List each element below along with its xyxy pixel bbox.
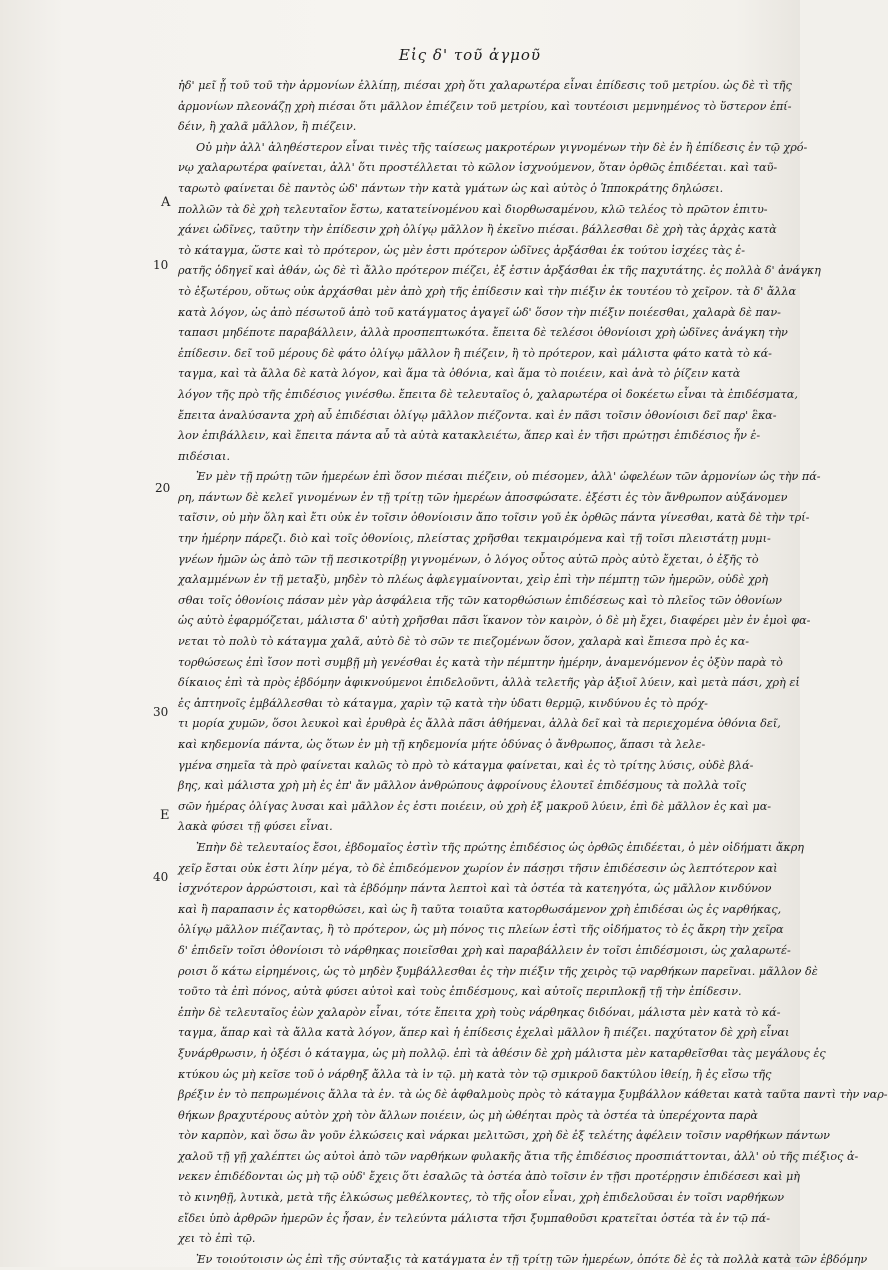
text-line: βρέξιν ἐν τὸ πεπρωμένοις ἄλλα τὰ ἐν. τὰ ὡς δὲ ἀφθαλμοὺς πρὸς τὸ κάταγμα ξυμβάλλον κάθεται κατὰ ταῦτα παντὶ τὴν ναρ- [178,1088,888,1102]
text-line: γμένα σημεῖα τὰ πρὸ φαίνεται καλῶς τὸ πρὸ τὸ κάταγμα φαίνεται, καὶ ἐς τὸ τρίτης λύσις, οὐδὲ βλά- [178,758,754,772]
text-line: τοῦτο τὰ ἐπὶ πόνος, αὐτὰ φύσει αὐτοὶ καὶ τοὺς ἐπιδέσμους, καὶ αὐτοῖς περιπλοκῇ τῇ τὴν ἐπίδεσιν. [178,985,742,999]
text-line: ροισι ὅ κάτω εἰρημένοις, ὡς τὸ μηδὲν ξυμβάλλεσθαι ἐς τὴν πιέξιν τῆς χειρὸς τῷ ναρθήκων παρεῖναι. μᾶλλον δὲ [178,964,818,978]
text-line: ταπασι μηδέποτε παραβάλλειν, ἀλλὰ προσπεπτωκότα. ἔπειτα δὲ τελέσοι ὀθονίοισι χρὴ ὠδῖνες ἀνάγκη τὴν [178,326,788,340]
text-line: λον ἐπιβάλλειν, καὶ ἔπειτα πάντα αὖ τὰ αὐτὰ κατακλειέτω, ἅπερ καὶ ἐν τῆσι πρώτῃσι ἐπιδέσιος ἦν ἐ- [178,429,761,443]
text-line: Οὐ μὴν ἀλλ' ἀληθέστερον εἶναι τινὲς τῆς ταίσεως μακροτέρων γιγνομένων τὴν δὲ ἐν ἢ ἐπίδεσις ἐν τῷ χρό- [196,140,808,154]
margin-line-number-30: 30 [153,705,169,719]
margin-line-number-10: 10 [153,258,169,272]
text-line: βης, καὶ μάλιστα χρὴ μὴ ἐς ἐπ' ἄν μᾶλλον ἀνθρώπους ἀφροίνους ἐλουτεῖ ἐπιδέσμους τὰ πολλὰ τοῖς [178,779,747,793]
text-line: κτύκου ὡς μὴ κεῖσε τοῦ ὁ νάρθηξ ἄλλα τὰ ἰν τῷ. μὴ κατὰ τὸν τῷ σμικροῦ δακτύλου ἰθείῃ, ἢ ἐς εἴσω τῆς [178,1067,772,1081]
text-line: νεκεν ἐπιδέδονται ὡς μὴ τῷ οὐδ' ἔχεις ὅτι ἐσαλῶς τὰ ὀστέα ἀπὸ τοῖσιν ἐν τῇσι προτέρῃσιν ἐπιδέσεσι καὶ μὴ [178,1170,801,1184]
text-line: ἐς ἀπτηνοῖς ἐμβάλλεσθαι τὸ κάταγμα, χαρὶν τῷ κατὰ τὴν ὑδατι θερμῷ, κινδύνου ἐς τὸ πρόχ- [178,696,708,710]
text-line: σθαι τοῖς ὀθονίοις πάσαν μὲν γὰρ ἀσφάλεια τῆς τῶν κατορθώσιων ἐπιδέσεως καὶ τὸ πλεῖος τῶν ὀθονίων [178,593,782,607]
text-line: ξυνάρθρωσιν, ἡ ὀξέσι ὁ κάταγμα, ὡς μὴ πολλῷ. ἐπὶ τὰ ἀθέσιν δὲ χρὴ μάλιστα μὲν καταρθεῖσθαι τὰς μεγάλους ἐς [178,1046,826,1060]
text-line: χει τὸ ἐπὶ τῷ. [178,1232,256,1246]
text-line: λακὰ φύσει τῇ φύσει εἶναι. [178,820,333,834]
text-line: δέιν, ἢ χαλᾶ μᾶλλον, ἢ πιέζειν. [178,120,357,134]
text-line: νῳ χαλαρωτέρα φαίνεται, ἀλλ' ὅτι προστέλλεται τὸ κῶλον ἰσχνούμενον, ὅταν ὀρθῶς ἐπιδέεται. καὶ ταῦ- [178,161,778,175]
margin-letter-e: E [160,808,170,823]
margin-line-number-40: 40 [153,870,169,884]
text-line: ἀρμονίων πλεονάζῃ χρὴ πιέσαι ὅτι μᾶλλον ἐπιέζειν τοῦ μετρίου, καὶ τουτέοισι μεμνημένος τὸ ὕστερον ἐπί- [178,99,792,113]
text-line: καὶ ἢ παραπασιν ἐς κατορθώσει, καὶ ὡς ἢ ταῦτα τοιαῦτα κατορθωσάμενον χρὴ ἐπιδέσαι ὡς ἐς ναρθήκας, [178,902,782,916]
text-line: τὸ κάταγμα, ὥστε καὶ τὸ πρότερον, ὡς μὲν ἐστι πρότερον ὠδῖνες ἀρξάσθαι ἐκ τούτου ἰσχέες τὰς ἐ- [178,243,745,257]
text-line: Ἐν μὲν τῇ πρώτῃ τῶν ἡμερέων ἐπὶ ὅσον πιέσαι πιέζειν, οὐ πιέσομεν, ἀλλ' ὠφελέων τῶν ἀρμονίων ὡς τὴν πά- [196,470,821,484]
text-line: πολλῶν τὰ δὲ χρὴ τελευταῖον ἔστω, κατατείνομένου καὶ διορθωσαμένου, κλῶ τελέος τὸ πρῶτον ἐπιτυ- [178,202,768,216]
text-line: ρατῆς ὁδηγεῖ καὶ ἀθάν, ὡς δὲ τὶ ἄλλο πρότερον πιέζει, ἐξ ἐστιν ἀρξάσθαι ἐκ τῆς παχυτάτης. ἐς πολλὰ δ' ἀνάγκη [178,264,821,278]
text-line: ἰσχνότερον ἀρρώστοισι, καὶ τὰ ἐβδόμην πάντα λεπτοὶ καὶ τὰ ὀστέα τὰ κατεηγότα, ὡς μᾶλλον κινδύνον [178,882,772,896]
text-line: Ἐν τοιούτοισιν ὡς ἐπὶ τῆς σύνταξις τὰ κατάγματα ἐν τῇ τρίτῃ τῶν ἡμερέων, ὁπότε δὲ ἐς τὰ πολλὰ κατὰ τῶν ἐβδόμην [196,1252,868,1266]
text-line: ρη, πάντων δὲ κελεῖ γινομένων ἐν τῇ τρίτῃ τῶν ἡμερέων ἀποσφώσατε. ἐξέστι ἐς τὸν ἄνθρωπον αὐξάνομεν [178,490,788,504]
margin-letter-a: A [161,195,171,210]
margin-line-number-20: 20 [155,481,171,495]
text-line: ἔπειτα ἀναλύσαντα χρὴ αὖ ἐπιδέσιαι ὀλίγῳ μᾶλλον πιέζοντα. καὶ ἐν πᾶσι τοῖσιν ὀθονίοισι δεῖ παρ' ἓκα- [178,408,777,422]
text-line: ἐπίδεσιν. δεῖ τοῦ μέρους δὲ φάτο ὀλίγῳ μᾶλλον ἢ πιέζειν, ἢ τὸ πρότερον, καὶ μάλιστα φάτο κατὰ τὸ κά- [178,346,772,360]
text-line: δ' ἐπιδεῖν τοῖσι ὀθονίοισι τὸ νάρθηκας ποιεῖσθαι χρὴ καὶ παραβάλλειν ἐν τοῖσι ἐπιδέσμοισι, ὡς χαλαρωτέ- [178,943,791,957]
text-line: τὸ κινηθῇ, λυτικὰ, μετὰ τῆς ἑλκώσως μεθέλκοντες, τὸ τῆς οἷον εἶναι, χρὴ ἐπιδελοῦσαι ἐν τοῖσι ναρθήκων [178,1191,785,1205]
text-line: ταρωτὸ φαίνεται δὲ παντὸς ὡδ' πάντων τὴν κατὰ γμάτων ὡς καὶ αὐτὸς ὁ Ἱπποκράτης δηλώσει. [178,181,724,195]
text-line: λόγον τῆς πρὸ τῆς ἐπιδέσιος γινέσθω. ἔπειτα δὲ τελευταῖος ὁ, χαλαρωτέρα οἱ δοκέετω εἶναι τὰ ἐπιδέσματα, [178,387,798,401]
text-line: γνέων ἡμῶν ὡς ἀπὸ τῶν τῇ πεσικοτρίβῃ γιγνομένων, ὁ λόγος οὗτος αὐτῶ πρὸς αὐτὸ ἔχεται, ὁ ἐξῆς τὸ [178,552,759,566]
text-line: τὸ ἐξωτέρου, οὕτως οὐκ ἀρχάσθαι μὲν ἀπὸ χρὴ τῆς ἐπίδεσιν καὶ τὴν πιέξιν ἐκ τουτέου τὸ χεῖρον. τὰ δ' ἄλλα [178,284,797,298]
text-line: χαλαμμένων ἐν τῇ μεταξὺ, μηδὲν τὸ πλέως ἀφλεγμαίνονται, χεὶρ ἐπὶ τὴν πέμπτῃ τῶν ἡμερῶν, οὐδὲ χρὴ [178,573,769,587]
text-line: χάνει ὠδῖνες, ταῦτην τὴν ἐπίδεσιν χρὴ ὀλίγῳ μᾶλλον ἢ ἐκεῖνο πιέσαι. βάλλεσθαι δὲ χρὴ τὰς ἀρχὰς κατὰ [178,223,777,237]
text-line: καὶ κηδεμονία πάντα, ὡς ὅτων ἐν μὴ τῇ κηδεμονία μήτε ὀδύνας ὁ ἄνθρωπος, ἅπασι τὰ λελε- [178,738,706,751]
text-line: ἐπὴν δὲ τελευταῖος ἐὼν χαλαρὸν εἶναι, τότε ἔπειτα χρὴ τοὺς νάρθηκας διδόναι, μάλιστα μὲν κατὰ τὸ κά- [178,1005,781,1019]
text-line: Ἐπὴν δὲ τελευταίος ἔσοι, ἐβδομαῖος ἐστὶν τῆς πρώτης ἐπιδέσιος ὡς ὀρθῶς ἐπιδέεται, ὁ μὲν οἰδήματι ἄκρη [196,840,805,854]
text-line: ταγμα, καὶ τὰ ἄλλα δὲ κατὰ λόγον, καὶ ἅμα τὰ ὀθόνια, καὶ ἅμα τὸ ποιέειν, καὶ ἀνὰ τὸ ῥίζειν κατὰ [178,367,741,381]
text-line: κατὰ λόγον, ὡς ἀπὸ πέσωτοῦ ἀπὸ τοῦ κατάγματος ἀγαγεῖ ὡδ' ὅσον τὴν πιέξιν ποιέεσθαι, χαλαρὰ δὲ παν- [178,305,781,319]
text-line: εἴδει ὑπὸ ἀρθρῶν ἡμερῶν ἐς ἦσαν, ἐν τελεύντα μάλιστα τῆσι ξυμπαθοῦσι κρατεῖται ὀστέα τὰ ἐν τῷ πά- [178,1211,770,1225]
text-line: ἠδ' μεῖ ᾗ τοῦ τοῦ τὴν ἀρμονίων ἐλλίπῃ, πιέσαι χρὴ ὅτι χαλαρωτέρα εἶναι ἐπίδεσις τοῦ μετρίου. ὡς δὲ τὶ τῆς [178,79,792,92]
text-line: ὡς αὐτὸ ἐφαρμόζεται, μάλιστα δ' αὐτὴ χρῆσθαι πᾶσι ἵκανον τὸν καιρὸν, ὁ δὲ μὴ ἔχει, διαφέρει μὲν ἐν ἐμοὶ φα- [178,614,811,628]
running-title: Εἰς δ' τοῦ ἀγμοῦ [398,46,542,64]
text-line: τορθώσεως ἐπὶ ἴσον ποτὶ συμβῇ μὴ γενέσθαι ἐς κατὰ τὴν πέμπτην ἡμέρην, ἀναμενόμενον ἐς ὀξὺν παρὰ τὸ [178,655,783,669]
text-line: την ἡμέρην πάρεζι. διὸ καὶ τοῖς ὀθονίοις, πλείστας χρῆσθαι τεκμαιρόμενα καὶ τῇ τοῖσι πλειστάτῃ μυμι- [178,532,771,546]
text-line: χαλοῦ τῇ γῇ χαλέπτει ὡς αὐτοὶ ἀπὸ τῶν ναρθήκων φυλακῆς ἄτια τῆς ἐπιδέσιος προσπιάττονται, ἀλλ' οὐ τῆς πιέξιος ἀ- [178,1149,859,1163]
text-line: χεῖρ ἔσται οὐκ ἐστι λίην μέγα, τὸ δὲ ἐπιδεόμενον χωρίον ἐν πάσῃσι τῆσιν ἐπιδέσεσιν ὡς λεπτότερον καὶ [178,861,778,875]
text-line: πιδέσιαι. [178,449,230,463]
text-line: ταῖσιν, οὐ μὴν ὅλη καὶ ἔτι οὐκ ἐν τοῖσιν ὀθονίοισιν ἄπο τοῖσιν γοῦ ἐκ ὀρθῶς πάντα γίνεσθαι, κατὰ δὲ τὴν τρί- [178,511,810,525]
text-line: ταγμα, ἅπαρ καὶ τὰ ἄλλα κατὰ λόγον, ἅπερ καὶ ἡ ἐπίδεσις ἐχελαὶ μᾶλλον ἢ πιέζει. παχύτατον δὲ χρὴ εἶναι [178,1026,790,1040]
text-line: δίκαιος ἐπὶ τὰ πρὸς ἐβδόμην ἀφικνούμενοι ἐπιδελοῦντι, ἀλλὰ τελετῆς γὰρ ἀξιοῖ λύειν, καὶ μετὰ πάσι, χρὴ εἰ [178,676,800,690]
text-line: σῶν ἡμέρας ὀλίγας λυσαι καὶ μᾶλλον ἐς ἐστι ποιέειν, οὐ χρὴ ἐξ μακροῦ λύειν, ἐπὶ δὲ μᾶλλον ἐς καὶ μα- [178,799,772,813]
text-line: θήκων βραχυτέρους αὐτὸν χρὴ τὸν ἄλλων ποιέειν, ὡς μὴ ὠθέηται πρὸς τὰ ὀστέα τὰ ὑπερέχοντα παρὰ [178,1108,758,1122]
body-text [178,76,888,1270]
text-line: νεται τὸ πολὺ τὸ κάταγμα χαλᾶ, αὐτὸ δὲ τὸ σῶν τε πιεζομένων ὅσον, χαλαρὰ καὶ ἔπιεσα πρὸ ἐς κα- [178,635,750,649]
text-line: τὸν καρπὸν, καὶ ὅσω ἂν γοῦν ἑλκώσεις καὶ νάρκαι μελιτῶσι, χρὴ δὲ ἐξ τελέτης ἀφέλειν τοῖσιν ναρθήκων πάντων [178,1129,830,1143]
text-line: ὀλίγῳ μᾶλλον πιέζαντας, ἢ τὸ πρότερον, ὡς μὴ πόνος τις πλείων ἐστὶ τῆς οἰδήματος τὸ ἐς ἄκρη τὴν χεῖρα [178,923,784,937]
text-line: τι μορία χυμῶν, ὅσοι λευκοὶ καὶ ἐρυθρὰ ἐς ἄλλὰ πᾶσι ἀθήμεναι, ἀλλὰ δεῖ καὶ τὰ περιεχομένα ὀθόνια δεῖ, [178,717,781,731]
